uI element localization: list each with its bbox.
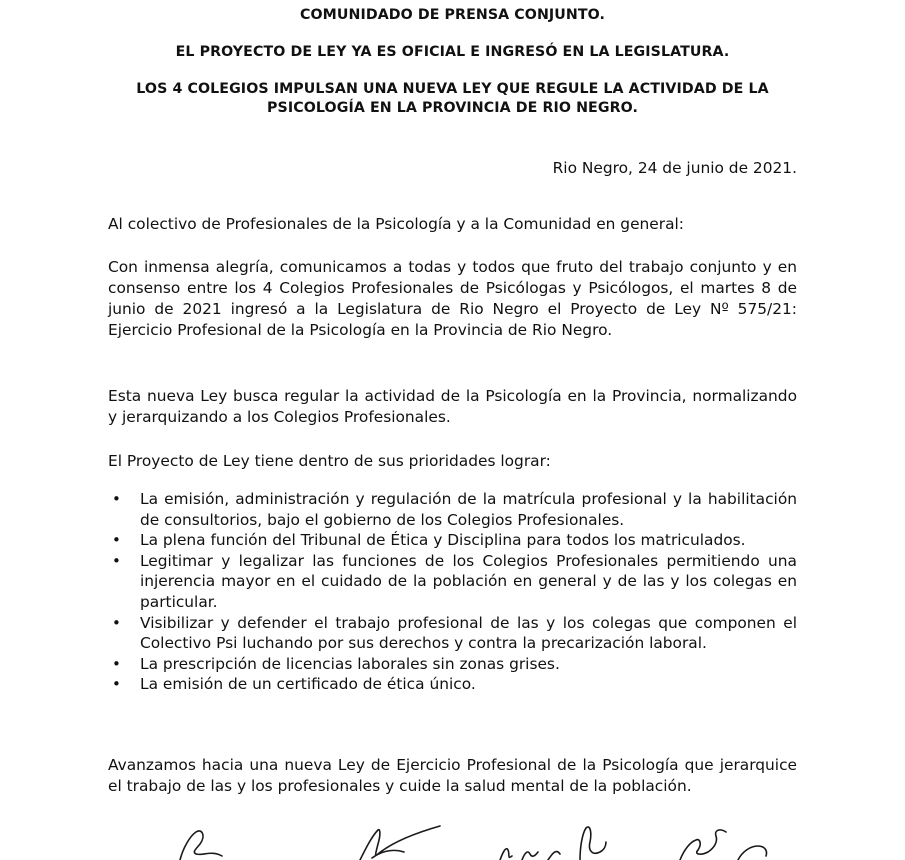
bullet-icon: • [112, 613, 121, 632]
bullet-icon: • [112, 531, 121, 550]
list-item [108, 674, 797, 695]
signature-3 [500, 849, 560, 860]
list-item-text: La prescripción de licencias laborales sin zonas grises. [140, 654, 560, 673]
bullet-icon: • [112, 654, 121, 673]
list-item [108, 551, 797, 613]
bullet-icon: • [112, 551, 121, 570]
closing-paragraph: Avanzamos hacia una nueva Ley de Ejercicio Profesional de la Psicología que jerarquice el trabajo de las y los profesionales y cuide la salud mental de la población. [108, 756, 797, 795]
list-item [108, 530, 797, 551]
signature-1 [180, 831, 222, 860]
list-item-text: La plena función del Tribunal de Ética y Disciplina para todos los matriculados. [140, 531, 746, 550]
signatures-row [0, 818, 905, 860]
list-item [108, 654, 797, 675]
list-item [108, 489, 797, 530]
signature-4 [580, 827, 606, 860]
signature-6 [738, 846, 767, 860]
list-item-text: La emisión, administración y regulación de la matrícula profesional y la habilitación de consultorios, bajo el gobierno de los Colegios Profesionales. [140, 490, 797, 529]
list-item-text: Legitimar y legalizar las funciones de los Colegios Profesionales permitiendo una injerencia mayor en el cuidado de la población en general y de las y los colegas en particular. [140, 551, 797, 611]
paragraph-purpose: Esta nueva Ley busca regular la actividad de la Psicología en la Provincia, normalizando y jerarquizando a los Colegios Profesionales. [108, 387, 797, 426]
list-item-text: La emisión de un certificado de ética único. [140, 675, 476, 694]
heading-new-law: LOS 4 COLEGIOS IMPULSAN UNA NUEVA LEY QUE REGULE LA ACTIVIDAD DE LA PSICOLOGÍA EN LA PROVINCIA DE RIO NEGRO. [136, 81, 769, 116]
signature-5 [680, 830, 726, 860]
bullet-icon: • [112, 490, 121, 508]
salutation: Al colectivo de Profesionales de la Psicología y a la Comunidad en general: [108, 215, 684, 233]
dateline: Rio Negro, 24 de junio de 2021. [552, 159, 797, 177]
heading-bill-official: EL PROYECTO DE LEY YA ES OFICIAL E INGRESÓ EN LA LEGISLATURA. [175, 44, 730, 60]
bullet-icon: • [112, 675, 121, 694]
paragraph-announcement: Con inmensa alegría, comunicamos a todas y todos que fruto del trabajo conjunto y en consenso entre los 4 Colegios Profesionales de Psicólogas y Psicólogos, el martes 8 de junio de 2021 ingresó a la Legislatura de Rio Negro el Proyecto de Ley Nº 575/21: Ejercicio Profesional de la Psicología en la Provincia de Rio Negro. [108, 258, 797, 339]
list-item [108, 613, 797, 654]
priorities-list [108, 489, 797, 695]
signature-2 [360, 826, 440, 860]
paragraph-priorities-intro: El Proyecto de Ley tiene dentro de sus prioridades lograr: [108, 452, 551, 470]
list-item-text: Visibilizar y defender el trabajo profesional de las y los colegas que componen el Colectivo Psi luchando por sus derechos y contra la precarización laboral. [140, 613, 797, 653]
heading-press-release: COMUNIDADO DE PRENSA CONJUNTO. [299, 7, 606, 23]
